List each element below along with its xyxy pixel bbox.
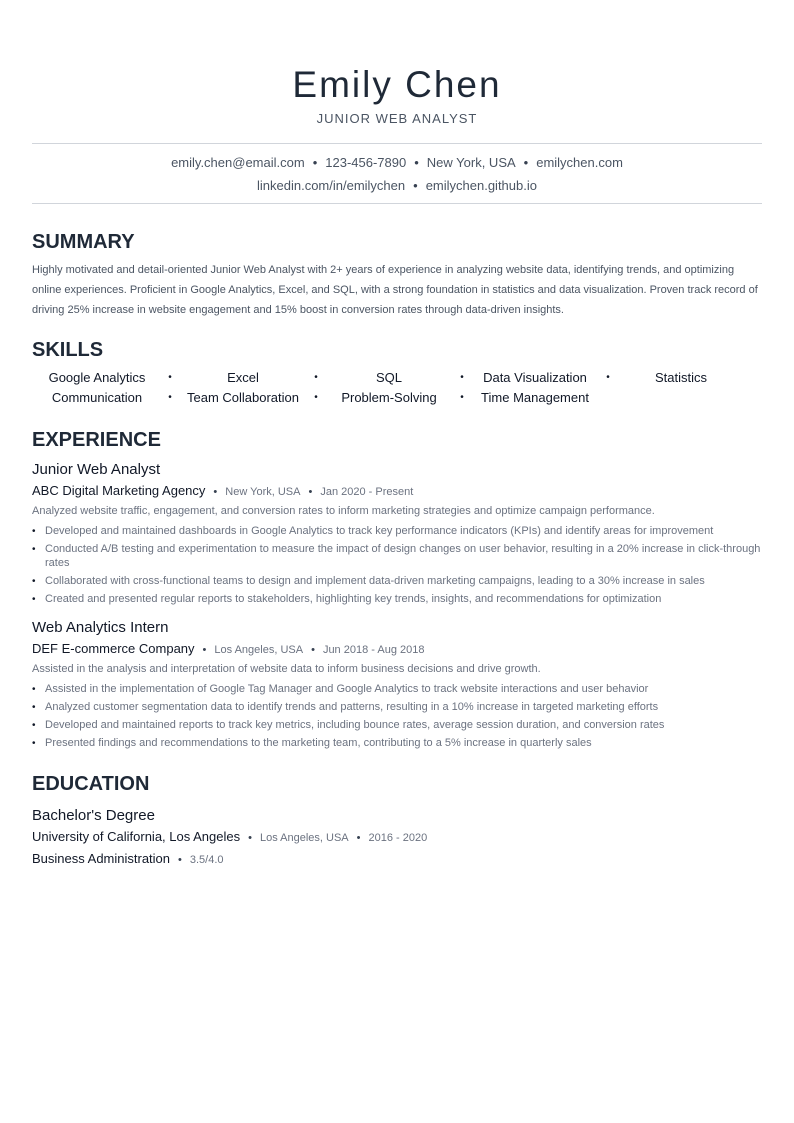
job-meta [32, 481, 762, 502]
education-meta [32, 827, 762, 848]
meta-separator: • [308, 486, 313, 498]
experience-heading: EXPERIENCE [32, 429, 161, 451]
skill-separator: • [168, 372, 172, 383]
skills-section [32, 338, 762, 408]
education-gpa: 3.5/4.0 [189, 854, 224, 866]
education-major: Business Administration [32, 851, 171, 866]
skill-item: Time Management [481, 390, 589, 405]
education-degree: Bachelor's Degree [32, 807, 155, 824]
summary-heading: SUMMARY [32, 231, 135, 253]
job-location: Los Angeles, USA [214, 644, 304, 656]
job-bullet: • Presented findings and recommendations to the marketing team, contributing to a 5% increase in quarterly sales [32, 736, 762, 750]
skill-separator: • [460, 392, 464, 403]
contact-website[interactable]: emilychen.com [536, 155, 623, 170]
contact-line-2 [32, 174, 762, 197]
job-title: Web Analytics Intern [32, 619, 169, 636]
contact-separator: • [312, 155, 318, 170]
job-bullet: • Developed and maintained reports to track key metrics, including bounce rates, average session duration, and conversion rates [32, 718, 762, 732]
education-section [32, 772, 762, 870]
meta-separator: • [202, 644, 207, 656]
skill-item: Data Visualization [483, 370, 587, 385]
contact-divider [32, 203, 762, 204]
job-bullets [32, 524, 762, 606]
skill-item: Communication [51, 390, 143, 405]
skills-list [32, 368, 762, 408]
job-description: Analyzed website traffic, engagement, and conversion rates to inform marketing strategies and optimize campaign performance. [32, 505, 655, 517]
job-dates: Jan 2020 - Present [320, 486, 414, 498]
contact-info [32, 144, 762, 203]
skill-item: Excel [227, 370, 259, 385]
job-bullet: • Developed and maintained dashboards in Google Analytics to track key performance indicators (KPIs) and identify areas for improvement [32, 524, 762, 538]
contact-email[interactable]: emily.chen@email.com [171, 155, 305, 170]
job-bullet: • Assisted in the implementation of Google Tag Manager and Google Analytics to track website interactions and user behavior [32, 682, 762, 696]
skill-separator: • [606, 372, 610, 383]
education-school: University of California, Los Angeles [32, 829, 241, 844]
experience-section [32, 428, 762, 750]
contact-phone[interactable]: 123-456-7890 [325, 155, 407, 170]
job-bullet: • Created and presented regular reports to stakeholders, highlighting key trends, insights, and recommendations for optimization [32, 592, 762, 606]
contact-linkedin[interactable]: linkedin.com/in/emilychen [257, 178, 406, 193]
resume-header [32, 0, 762, 127]
contact-separator: • [523, 155, 529, 170]
contact-github[interactable]: emilychen.github.io [425, 178, 537, 193]
job-company: DEF E-commerce Company [32, 641, 195, 656]
job-bullet: • Conducted A/B testing and experimentation to measure the impact of design changes on user behavior, resulting in a 20% increase in click-through rates [32, 542, 762, 570]
skill-item: Google Analytics [48, 370, 146, 385]
job-location: New York, USA [225, 486, 301, 498]
skills-heading: SKILLS [32, 339, 104, 361]
candidate-name: Emily Chen [292, 64, 502, 105]
job-bullets [32, 682, 762, 750]
summary-section [32, 230, 762, 320]
summary-text: Highly motivated and detail-oriented Junior Web Analyst with 2+ years of experience in analyzing website data, identifying trends, and optimizing online experiences. Proficient in Google Analytics, Excel, and SQL, with a strong foundation in statistics and data visualization. Proven track record of driving 25% increase in website engagement and 15% boost in conversion rates through data-driven insights. [32, 264, 758, 316]
skill-item: Problem-Solving [341, 390, 437, 405]
skill-item: Statistics [654, 370, 707, 385]
contact-line-1 [32, 151, 762, 174]
contact-separator: • [413, 178, 418, 193]
candidate-title: JUNIOR WEB ANALYST [316, 111, 478, 126]
education-dates: 2016 - 2020 [368, 832, 428, 844]
meta-separator: • [311, 644, 315, 656]
job-entry [32, 460, 762, 606]
meta-separator: • [213, 486, 218, 498]
skill-separator: • [314, 372, 318, 383]
skill-item: SQL [375, 370, 402, 385]
meta-separator: • [178, 854, 182, 866]
job-title: Junior Web Analyst [32, 461, 161, 478]
job-entry [32, 618, 762, 750]
contact-location: New York, USA [426, 155, 516, 170]
job-company: ABC Digital Marketing Agency [32, 483, 206, 498]
skill-separator: • [314, 392, 318, 403]
meta-separator: • [356, 832, 361, 844]
skill-item: Team Collaboration [186, 390, 299, 405]
education-location: Los Angeles, USA [259, 832, 349, 844]
education-major-line [32, 849, 762, 870]
job-description: Assisted in the analysis and interpretation of website data to inform business decisions and drive growth. [32, 663, 541, 675]
contact-separator: • [414, 155, 419, 170]
job-meta [32, 639, 762, 660]
education-heading: EDUCATION [32, 773, 150, 795]
job-bullet: • Collaborated with cross-functional teams to design and implement data-driven marketing campaigns, leading to a 30% increase in sales [32, 574, 762, 588]
job-bullet: • Analyzed customer segmentation data to identify trends and patterns, resulting in a 10% increase in targeted marketing efforts [32, 700, 762, 714]
meta-separator: • [248, 832, 252, 844]
skill-separator: • [460, 372, 464, 383]
skill-separator: • [168, 392, 172, 403]
job-dates: Jun 2018 - Aug 2018 [322, 644, 425, 656]
